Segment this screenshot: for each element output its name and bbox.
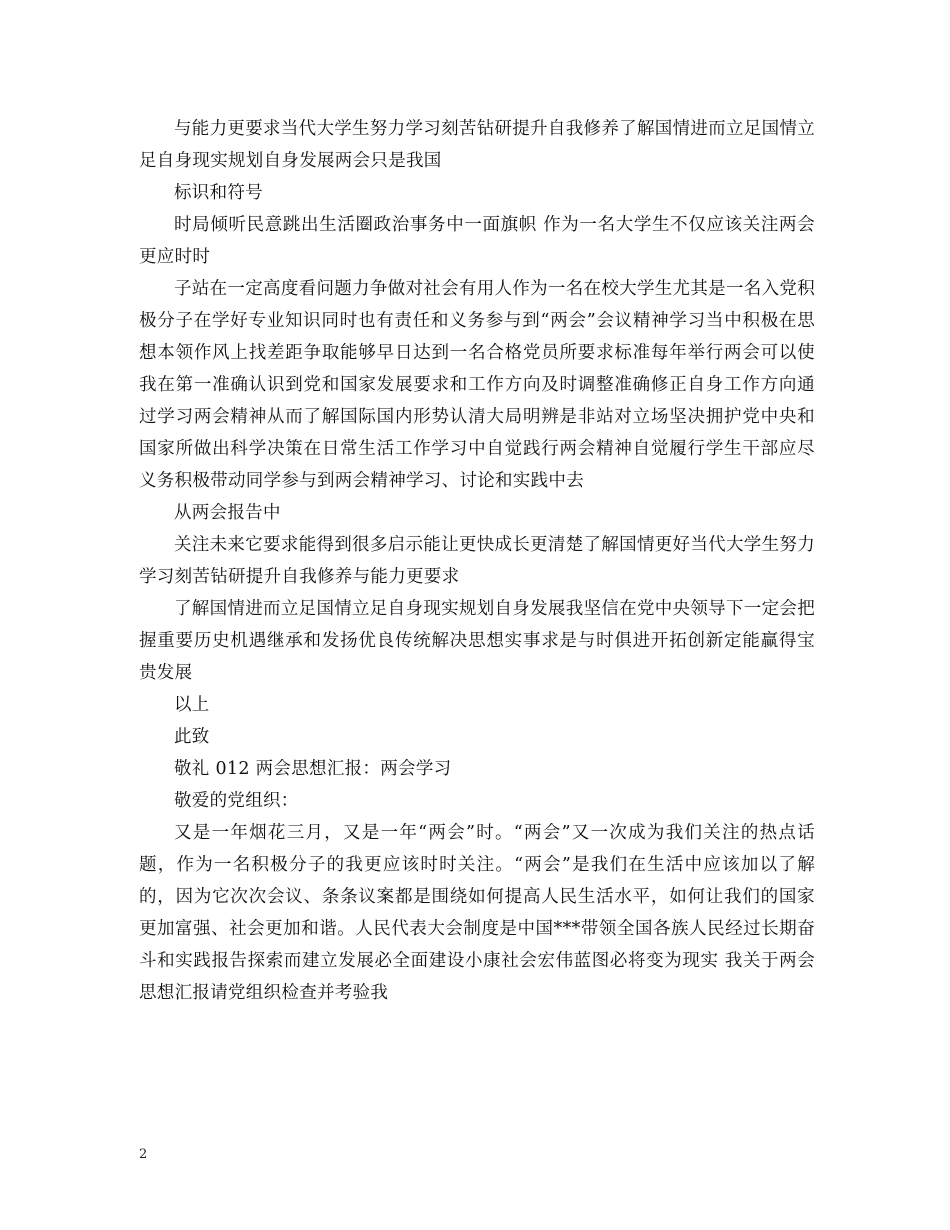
- paragraph-5: 从两会报告中: [174, 503, 281, 523]
- paragraph-3: 时局倾听民意跳出生活圈政治事务中一面旗帜 作为一名大学生不仅应该关注两会更应时时: [139, 215, 815, 267]
- closing-jingli-title: 敬礼 012 两会思想汇报：两会学习: [174, 759, 452, 779]
- paragraph-2: 标识和符号: [174, 183, 263, 203]
- salutation: 敬爱的党组织：: [174, 791, 299, 811]
- closing-yishang: 以上: [174, 695, 210, 715]
- document-body: [139, 113, 815, 1009]
- paragraph-7: 了解国情进而立足国情立足自身现实规划自身发展我坚信在党中央领导下一定会把握重要历史机遇继承和发扬优良传统解决思想实事求是与时俱进开拓创新定能赢得宝贵发展: [139, 599, 815, 683]
- paragraph-6: 关注未来它要求能得到很多启示能让更快成长更清楚了解国情更好当代大学生努力学习刻苦钻研提升自我修养与能力更要求: [139, 535, 815, 587]
- page-number: 2: [139, 1147, 148, 1162]
- paragraph-4: 子站在一定高度看问题力争做对社会有用人作为一名在校大学生尤其是一名入党积极分子在学好专业知识同时也有责任和义务参与到“两会”会议精神学习当中积极在思想本领作风上找差距争取能够早日达到一名合格党员所要求标准每年举行两会可以使我在第一准确认识到党和国家发展要求和工作方向及时调整准确修正自身工作方向通过学习两会精神从而了解国际国内形势认清大局明辨是非站对立场坚决拥护党中央和国家所做出科学决策在日常生活工作学习中自觉践行两会精神自觉履行学生干部应尽义务积极带动同学参与到两会精神学习、讨论和实践中去: [139, 279, 815, 491]
- paragraph-1: 与能力更要求当代大学生努力学习刻苦钻研提升自我修养了解国情进而立足国情立足自身现实规划自身发展两会只是我国: [139, 119, 815, 171]
- closing-cizhi: 此致: [174, 727, 210, 747]
- paragraph-final: 又是一年烟花三月，又是一年“两会”时。“两会”又一次成为我们关注的热点话题，作为一名积极分子的我更应该时时关注。“两会”是我们在生活中应该加以了解的，因为它次次会议、条条议案都是围绕如何提高人民生活水平，如何让我们的国家更加富强、社会更加和谐。人民代表大会制度是中国***带领全国各族人民经过长期奋斗和实践报告探索而建立发展必全面建设小康社会宏伟蓝图必将变为现实 我关于两会思想汇报请党组织检查并考验我: [139, 823, 815, 1003]
